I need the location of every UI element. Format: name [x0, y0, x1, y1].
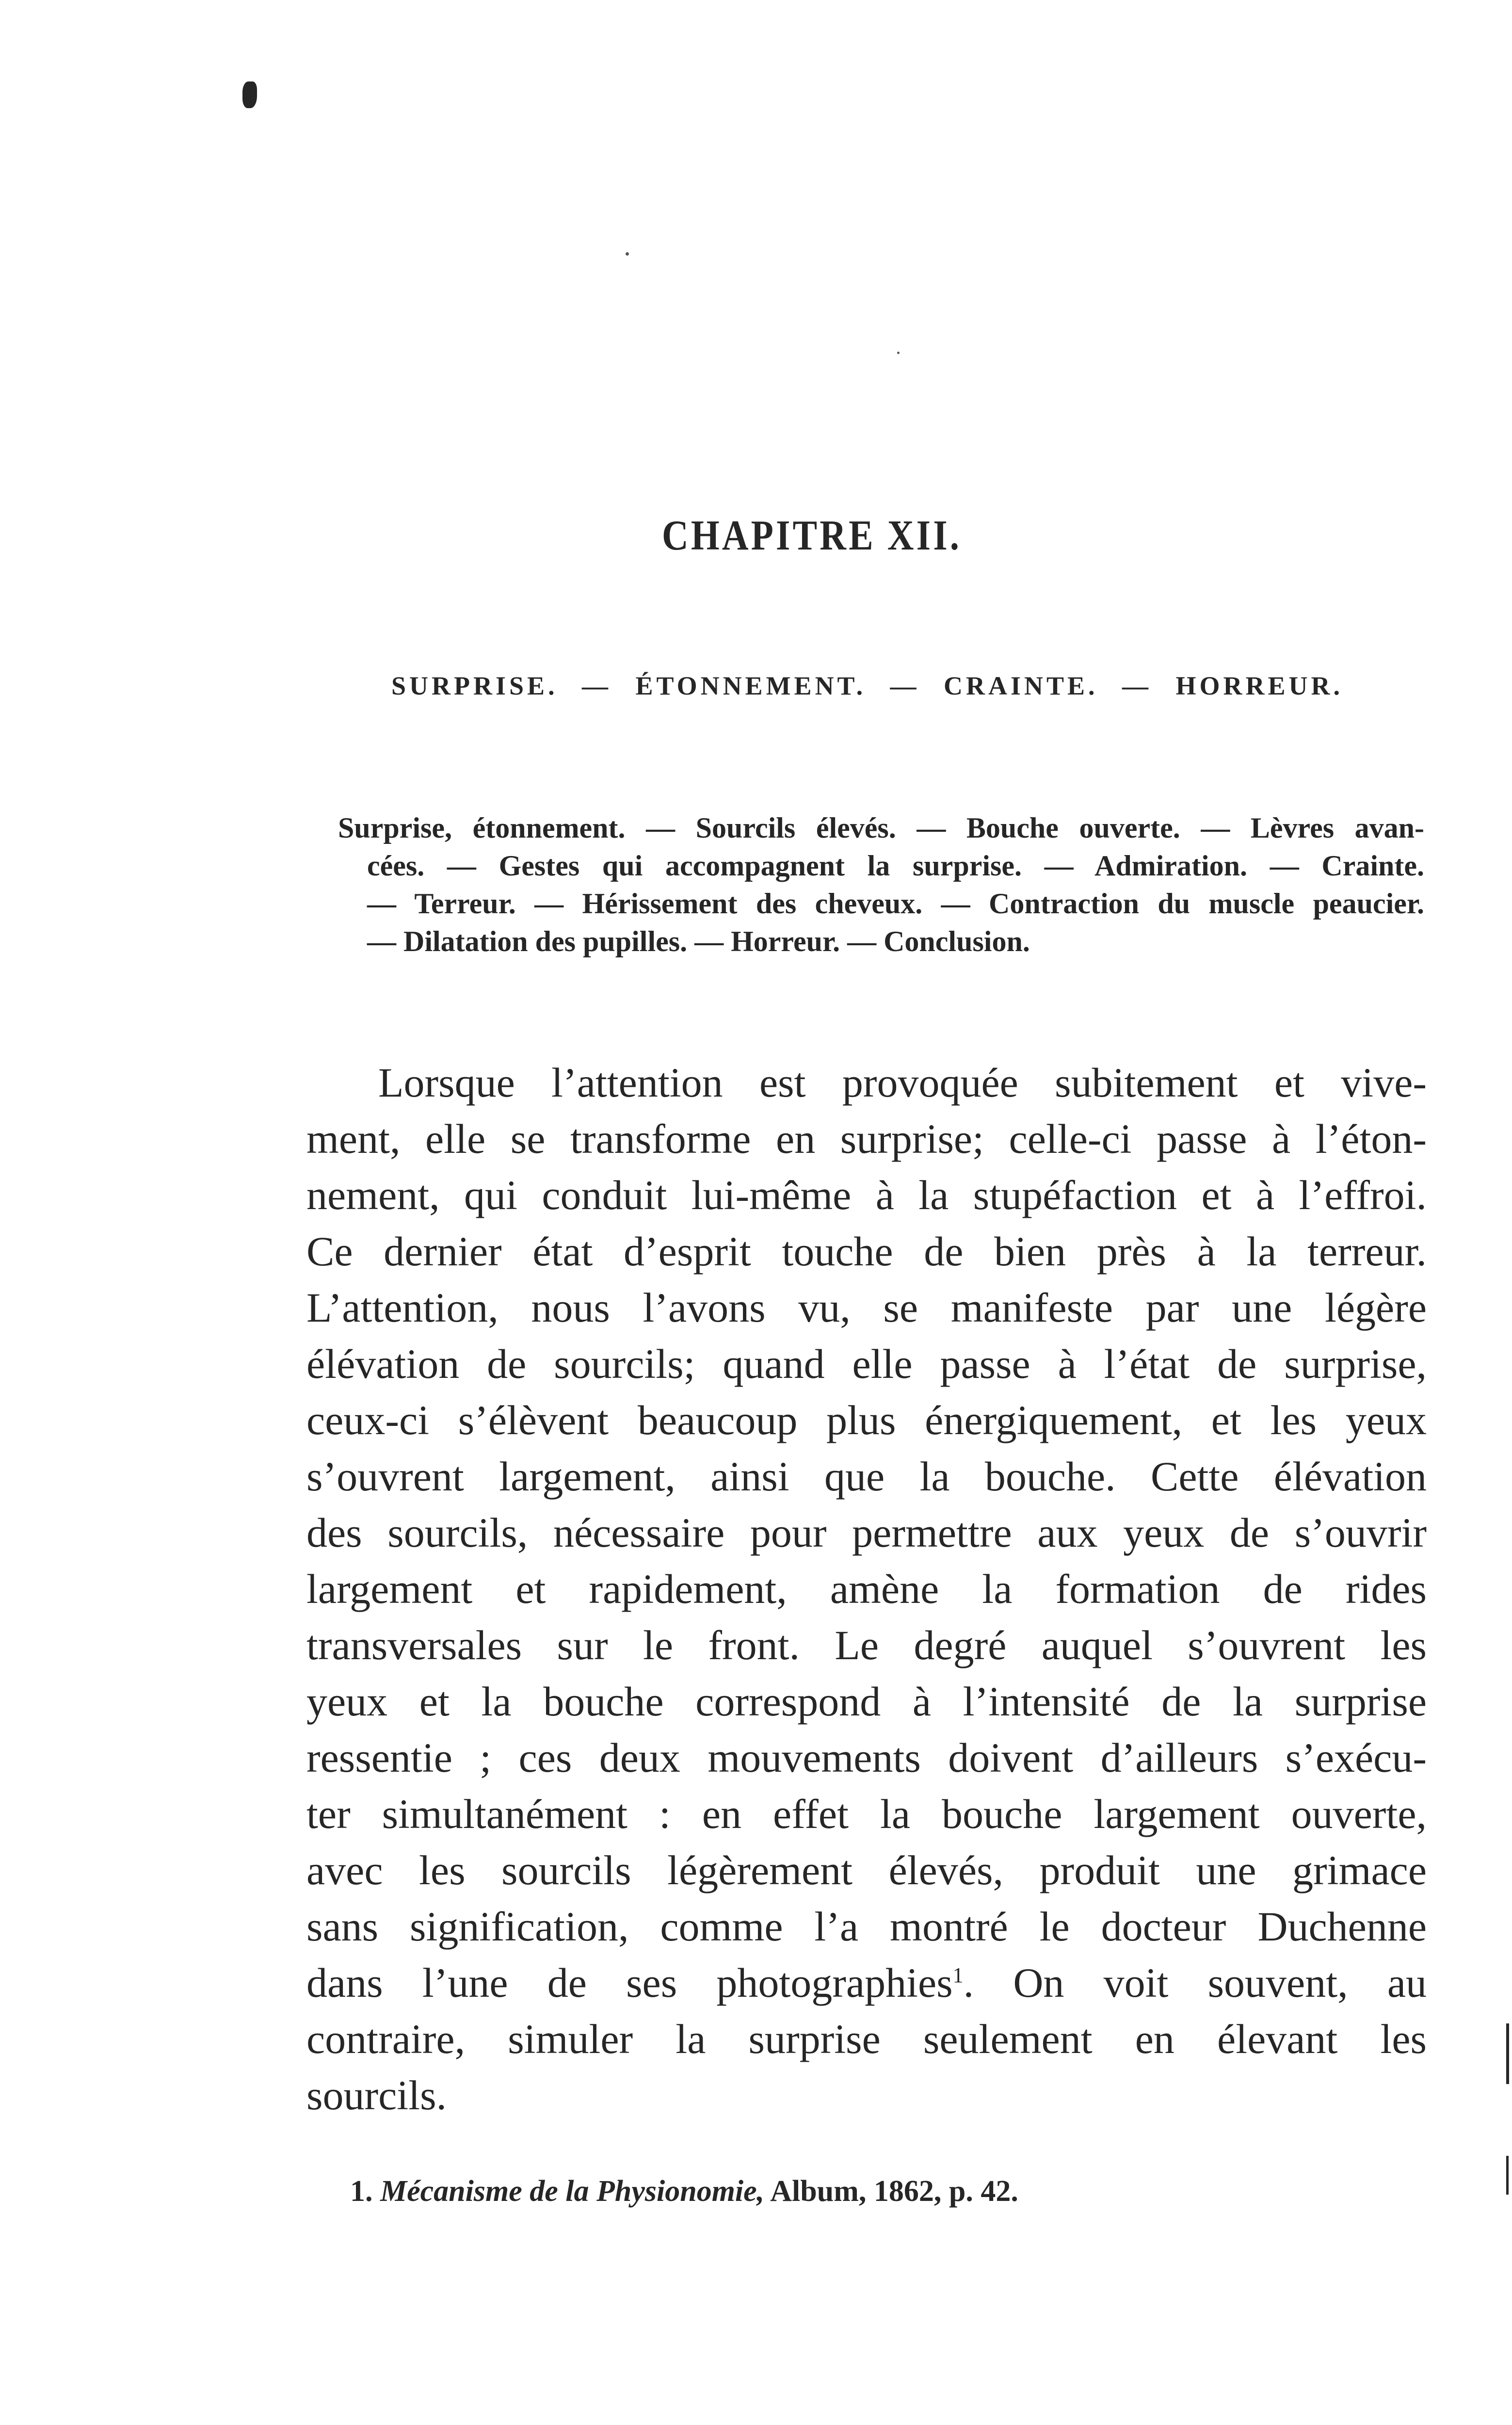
speck — [897, 352, 900, 354]
body-line: largement et rapidement, amène la formation de rides — [306, 1566, 1427, 1612]
footnote-title: Mécanisme de la Physionomie, — [380, 2175, 765, 2208]
speck — [626, 252, 629, 256]
body-line: nement, qui conduit lui-même à la stupéfaction et à l’effroi. — [306, 1172, 1427, 1218]
footnote-citation: Album, 1862, p. 42. — [764, 2175, 1018, 2208]
chapter-subtitle: SURPRISE. — ÉTONNEMENT. — CRAINTE. — HORREUR. — [391, 671, 1343, 700]
body-line: ceux-ci s’élèvent beaucoup plus énergiquement, et les yeux — [306, 1397, 1427, 1443]
body-line: ment, elle se transforme en surprise; celle-ci passe à l’éton- — [306, 1116, 1427, 1162]
summary-line: Surprise, étonnement. — Sourcils élevés. — Bouche ouverte. — Lèvres avan- — [338, 812, 1424, 844]
body-line: s’ouvrent largement, ainsi que la bouche. Cette élévation — [306, 1453, 1427, 1500]
body-line-text: . On voit souvent, au — [963, 1959, 1427, 2006]
summary-line: — Terreur. — Hérissement des cheveux. — Contraction du muscle peaucier. — [367, 888, 1424, 920]
body-line: ressentie ; ces deux mouvements doivent d’ailleurs s’exécu- — [306, 1734, 1427, 1781]
body-line: yeux et la bouche correspond à l’intensité de la surprise — [306, 1678, 1427, 1725]
chapter-title: CHAPITRE XII. — [662, 512, 962, 559]
body-line: avec les sourcils légèrement élevés, produit une grimace — [306, 1847, 1427, 1893]
body-line: sourcils. — [306, 2072, 447, 2118]
body-line: élévation de sourcils; quand elle passe à l’état de surprise, — [306, 1341, 1427, 1387]
ink-blot — [242, 81, 257, 108]
footnote — [350, 2172, 1018, 2211]
margin-rule — [1506, 2023, 1509, 2084]
body-line: sans signification, comme l’a montré le docteur Duchenne — [306, 1903, 1427, 1950]
body-line: ter simultanément : en effet la bouche largement ouverte, — [306, 1791, 1427, 1837]
body-line: des sourcils, nécessaire pour permettre aux yeux de s’ouvrir — [306, 1509, 1427, 1556]
body-line: L’attention, nous l’avons vu, se manifeste par une légère — [306, 1284, 1427, 1331]
body-line: Ce dernier état d’esprit touche de bien près à la terreur. — [306, 1228, 1427, 1275]
body-line: contraire, simuler la surprise seulement en élevant les — [306, 2016, 1427, 2062]
footnote-number: 1. — [350, 2175, 373, 2208]
body-line: transversales sur le front. Le degré auquel s’ouvrent les — [306, 1622, 1427, 1668]
summary-line: — Dilatation des pupilles. — Horreur. — Conclusion. — [367, 925, 1030, 957]
margin-rule — [1506, 2156, 1509, 2195]
summary-line: cées. — Gestes qui accompagnent la surprise. — Admiration. — Crainte. — [367, 850, 1424, 882]
body-line-text: dans l’une de ses photographies — [306, 1959, 953, 2006]
body-line: Lorsque l’attention est provoquée subitement et vive- — [378, 1059, 1427, 1106]
body-line-with-footnote-ref — [306, 1957, 1427, 2008]
footnote-reference[interactable]: 1 — [952, 1963, 964, 1987]
